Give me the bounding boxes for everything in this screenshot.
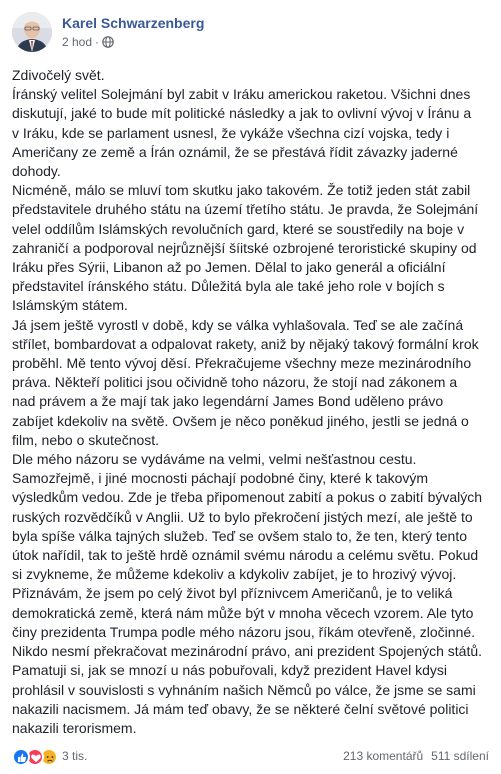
post-text-line: Já jsem ještě vyrostl v době, kdy se válka vyhlašovala. Teď se ale začíná <box>12 316 464 333</box>
post-text-line: velel oddílům Islámských revolučních gard, které se soustředily na boje v <box>12 220 465 237</box>
reaction-count[interactable]: 3 tis. <box>62 749 88 763</box>
like-icon <box>12 748 30 766</box>
post-text <box>12 66 494 738</box>
post-text-line: diskutují, jaké to bude mít politické následky a jak to ovlivní vývoj v Íránu a <box>12 105 472 122</box>
post-text-line: zabíjet kdekoliv na světě. Ovšem je něco poněkud jiného, jestli se jedná o <box>12 412 469 429</box>
post-text-line: Pamatuji si, jak se mnozí u nás pobuřovali, když prezident Havel kdysi <box>12 662 447 679</box>
post-text-line: demokratická země, která nám může být v mnoha věcech vzorem. Ale tyto <box>12 604 474 621</box>
post-text-line: Zdivočelý svět. <box>12 67 105 83</box>
post-text-line: střílet, bombardovat a odpalovat rakety, aniž by nějaký takový formální krok <box>12 335 479 352</box>
post-text-line: Iráku přes Sýrii, Libanon až po Jemen. Dělal to jako generál a oficiální <box>12 259 446 276</box>
post-text-line: byla spíše válka tajných služeb. Teď se ovšem stalo to, že ten, který tento <box>12 527 468 544</box>
post-text-line: Samozřejmě, i jiné mocnosti páchají podobné činy, které k takovým <box>12 470 429 487</box>
post-text-line: nakazili nacismem. Já mám teď obavy, že se některé čelní světové politici <box>12 700 469 717</box>
post-text-line: Dle mého názoru se vydáváme na velmi, velmi nešťastnou cestu. <box>12 451 417 468</box>
post-text-line: činy prezidenta Trumpa podle mého názoru jsou, říkám otevřeně, zločinné. <box>12 623 476 640</box>
post-text-line: Nicméně, málo se mluví tom skutku jako takovém. Že totiž jeden stát zabil <box>12 182 471 199</box>
post-text-line: nad právem a že mají tak jako legendární James Bond uděleno právo <box>12 393 444 410</box>
post-text-line: dohody. <box>12 163 61 180</box>
author-name-link[interactable]: Karel Schwarzenberg <box>62 15 205 31</box>
shares-count-link[interactable]: 511 sdílení <box>431 749 489 763</box>
post-text-line: Íránský velitel Solejmání byl zabit v Iráku americkou raketou. Všichni dnes <box>12 86 471 103</box>
post-text-line: prohlásil v souvislosti s vyhnáním našich Němců po válce, že jsme se sami <box>12 681 476 698</box>
post-text-line: představitel íránského státu. Důležitá byla ale také jeho role v bojích s <box>12 278 445 295</box>
post-text-line: film, nebo o skutečnost. <box>12 431 160 448</box>
post-timestamp[interactable]: 2 hod <box>62 35 93 49</box>
engagement-stats <box>343 749 489 763</box>
post-text-line: Přiznávám, že jsem po celý život byl příznivcem Američanů, je to veliká <box>12 585 453 602</box>
avatar-image <box>12 12 52 52</box>
post-text-line: představitele druhého státu na území třetího státu. Je pravda, že Solejmání <box>12 201 479 218</box>
post-text-line: Islámským státem. <box>12 297 128 314</box>
post-meta <box>62 35 114 51</box>
post-text-line: práva. Někteří politici jsou očividně toho názoru, že stojí nad zákonem a <box>12 374 458 391</box>
post-text-line: nakazili terorismem. <box>12 719 137 736</box>
post-text-line: Američany ze země a Írán oznámil, že se přestává řídit závazky jaderné <box>12 143 458 160</box>
meta-separator: · <box>95 35 100 49</box>
post-text-line: zahraničí a podporoval nejrůznější šíitské ozbrojené teroristické skupiny od <box>12 239 477 256</box>
comments-count-link[interactable]: 213 komentářů <box>343 749 424 763</box>
post-text-line: si zvykneme, že můžeme kdekoliv a kdykoliv zabíjet, je to hrozivý vývoj. <box>12 566 457 583</box>
avatar[interactable] <box>12 12 52 52</box>
post-text-line: v Iráku, kde se parlament usnesl, že vykáže všechna cizí vojska, tedy i <box>12 124 450 141</box>
post-text-line: útok nařídil, tak to ještě hrdě oznámil svému národu a celému světu. Pokud <box>12 547 479 564</box>
post-text-line: proběhl. Mě tento vývoj děsí. Překračujeme všechny meze mezinárodního <box>12 355 472 372</box>
post-text-line: ruských rozvědčíků v Anglii. Už to bylo překročení jistých mezí, ale ještě to <box>12 508 473 525</box>
post-footer <box>12 746 489 768</box>
globe-icon[interactable] <box>102 36 114 51</box>
post-text-line: Nikdo nesmí překračovat mezinárodní právo, ani prezident Spojených států. <box>12 643 483 660</box>
post-text-line: výsledkům vedou. Zde je třeba připomenout zabití a pokus o zabití bývalých <box>12 489 483 506</box>
